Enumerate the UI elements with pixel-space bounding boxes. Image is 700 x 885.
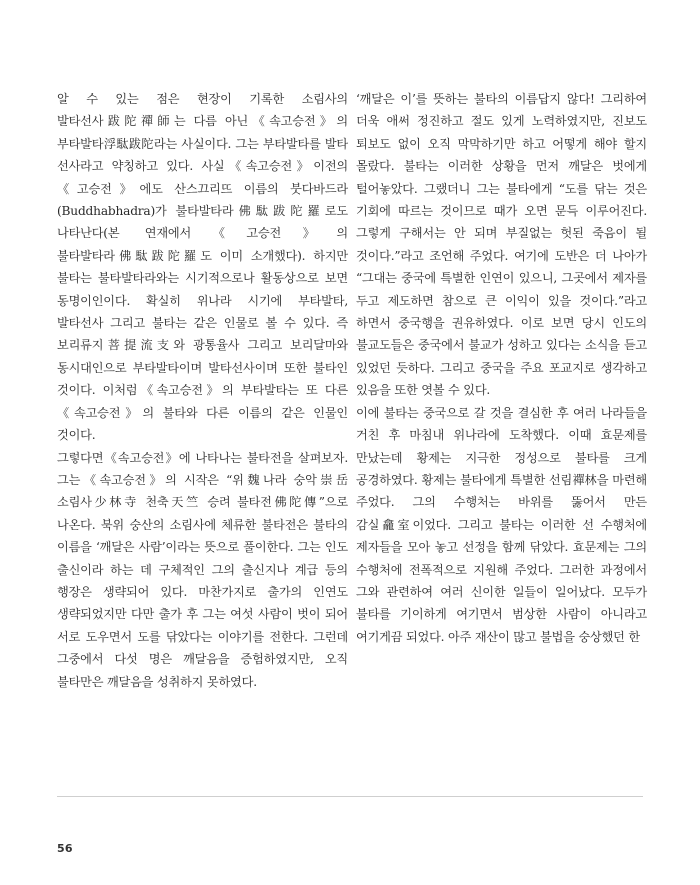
left-paragraph-1: 알 수 있는 점은 현장이 기록한 소림사의 발타선사跋陀禪師는 다름 아닌《속고승전》의 부타발타浮駄跋陀라는 사실이다. 그는 부타발타를 발타 선사라고 약칭하고 있다. 사실《속고승전》이전의《고승전》에도 산스끄리뜨 이름의 붓다바드라(Buddhabhadra)가 불타발타라佛駄跋陀羅로도 나타난다(본 연재에서《고승전》의 불타발타라佛駄跋陀羅도 이미 소개했다). 하지만 불타는 불타발타라와는 시기적으로나 활동상으로 보면 동명이인이다. 확실히 위나라 시기에 부타발타, 발타선사 그리고 불타는 같은 인물로 볼 수 있다. 즉 보리류지菩提流支와 광통율사 그리고 보리달마와 동시대인으로 부타발타이며 발타선사이며 또한 불타인 것이다. 이처럼《속고승전》의 부타발타는 또 다른《속고승전》의 불타와 다른 이름의 같은 인물인 것이다. — [57, 92, 348, 443]
left-paragraph-2: 그렇다면《속고승전》에 나타나는 불타전을 살펴보자. 그는《속고승전》의 시작은 “위魏나라 숭악崇岳 소림사少林寺 천축天竺 승려 불타전佛陀傳”으로 나온다. 북위 숭산의 소림사에 체류한 불타전은 불타의 이름을 ‘깨달은 사람’이라는 뜻으로 풀이한다. 그는 인도 출신이라 하는 데 구체적인 그의 출신지나 계급 등의 행장은 생략되어 있다. 마찬가지로 출가의 인연도 생략되었지만 다만 출가 후 그는 여섯 사람이 벗이 되어 서로 도우면서 도를 닦았다는 이야기를 전한다. 그런데 그중에서 다섯 명은 깨달음을 증험하였지만, 오직 불타만은 깨달음을 성취하지 못하였다. — [57, 450, 348, 689]
right-paragraph-1: ‘깨달은 이’를 뜻하는 불타의 이름답지 않다! 그리하여 더욱 애써 정진하고 절도 있게 노력하였지만, 진보도 퇴보도 없이 오직 막막하기만 하고 어떻게 해야 할지 몰랐다. 불타는 이러한 상황을 먼저 깨달은 벗에게 털어놓았다. 그랬더니 그는 불타에게 “도를 닦는 것은 기회에 따르는 것이므로 때가 오면 문득 이루어진다. 그렇게 구해서는 안 되며 부질없는 헛된 죽음이 될 것이다.”라고 조언해 주었다. 여기에 도반은 더 나아가 “그대는 중국에 특별한 인연이 있으니, 그곳에서 제자를 두고 제도하면 참으로 큰 이익이 있을 것이다.”라고 하면서 중국행을 권유하였다. 이로 보면 당시 인도의 불교도들은 중국에서 불교가 성하고 있다는 소식을 듣고 있었던 듯하다. 그리고 중국을 주요 포교지로 생각하고 있음을 또한 엿볼 수 있다. — [356, 92, 647, 398]
page-number: 56 — [57, 842, 73, 855]
right-paragraph-2: 이에 불타는 중국으로 갈 것을 결심한 후 여러 나라들을 거친 후 마침내 위나라에 도착했다. 이때 효문제를 만났는데 황제는 지극한 정성으로 불타를 크게 공경하였다. 황제는 불타에게 특별한 선림禪林을 마련해 주었다. 그의 수행처는 바위를 뚫어서 만든 감실龕室이었다. 그리고 불타는 이러한 선 수행처에 제자들을 모아 놓고 선정을 함께 닦았다. 효문제는 그의 수행처에 전폭적으로 지원해 주었다. 그러한 과정에서 그와 관련하여 여러 신이한 일들이 일어났다. 모두가 불타를 기이하게 여기면서 범상한 사람이 아니라고 여기게끔 되었다. 아주 재산이 많고 불법을 숭상했던 한 — [356, 405, 647, 644]
left-text-column — [57, 88, 348, 693]
footer-divider — [57, 796, 643, 797]
right-text-column — [356, 88, 647, 648]
